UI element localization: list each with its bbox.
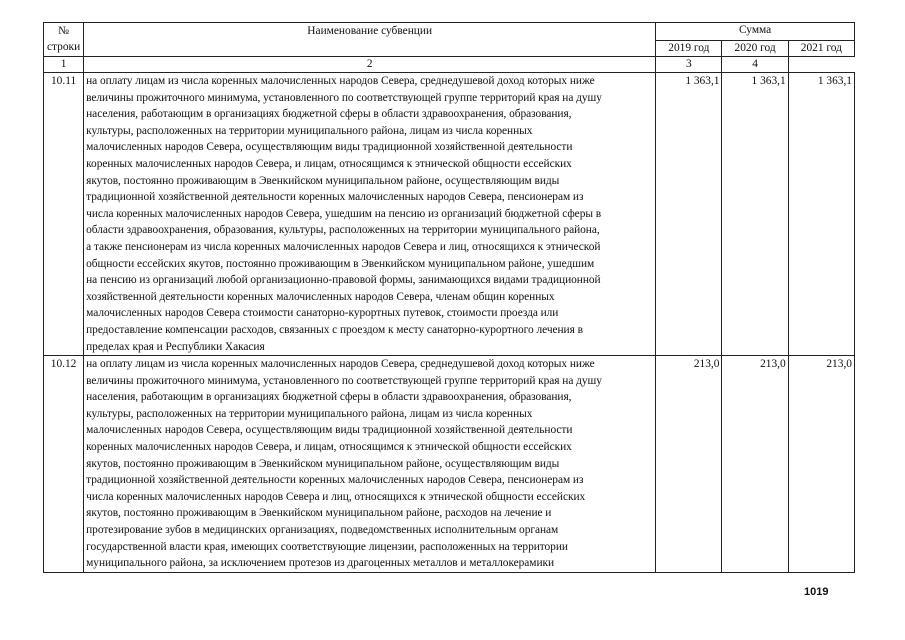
description-line: традиционной хозяйственной деятельности коренных малочисленных народов Севера, пенсионерам из [86, 191, 584, 204]
description-line: на оплату лицам из числа коренных малочисленных народов Севера, среднедушевой доход которых ниже [86, 358, 595, 371]
subvention-description [84, 73, 656, 356]
description-line: величины прожиточного минимума, установленного по соответствующей группе территорий края на душу [86, 374, 602, 387]
column-index-1: 1 [44, 57, 84, 73]
description-line: муниципального района, за исключением протезов из драгоценных металлов и металлокерамики [86, 557, 555, 570]
description-line: а также пенсионерам из числа коренных малочисленных народов Севера и лиц, относящихся к этнической [86, 240, 601, 253]
table-row-10-12 [44, 356, 855, 573]
description-line: пределах края и Республики Хакасия [86, 340, 265, 353]
amount-2021: 213,0 [788, 356, 854, 573]
description-line: общности ессейских якутов, постоянно проживающим в Эвенкийском муниципальном районе, ушедшим [86, 257, 595, 270]
description-line: числа коренных малочисленных народов Севера, ушедшим на пенсию из организаций бюджетной сферы в [86, 207, 602, 220]
amount-2019: 213,0 [656, 356, 722, 573]
amount-2019: 1 363,1 [656, 73, 722, 356]
row-number-header-line1: № [58, 25, 69, 37]
description-line: числа коренных малочисленных народов Севера и лиц, относящихся к этнической общности ессейских [86, 490, 586, 503]
row-number-header-line2: строки [46, 41, 81, 53]
description-line: на пенсию из организаций любой организационно-правовой формы, занимающихся видами традиционной [86, 274, 601, 287]
row-number: 10.12 [44, 356, 84, 573]
description-line: хозяйственной деятельности коренных малочисленных народов Севера, членам общин коренных [86, 290, 555, 303]
description-line: малочисленных народов Севера, осуществляющим виды традиционной хозяйственной деятельности [86, 141, 573, 154]
amount-2020: 213,0 [722, 356, 788, 573]
year-header-2020: 2020 год [722, 41, 788, 57]
column-index-2: 2 [84, 57, 656, 73]
page-number: 1019 [804, 586, 829, 598]
row-number-header [44, 23, 84, 57]
description-line: предоставление компенсации расходов, связанных с проездом к месту санаторно-курортного лечения в [86, 323, 583, 336]
subvention-name-header: Наименование субвенции [84, 23, 656, 57]
year-header-2019: 2019 год [656, 41, 722, 57]
description-line: якутов, постоянно проживающим в Эвенкийском муниципальном районе, осуществляющим виды [86, 457, 560, 470]
description-line: на оплату лицам из числа коренных малочисленных народов Севера, среднедушевой доход которых ниже [86, 75, 595, 87]
column-index-4: 4 [722, 57, 788, 73]
description-line: области здравоохранения, образования, культуры, расположенных на территории муниципального района, [86, 224, 600, 237]
sum-header: Сумма [656, 23, 855, 41]
column-index-3: 3 [656, 57, 722, 73]
description-line: протезирование зубов в медицинских организациях, подведомственных исполнительным органам [86, 524, 559, 537]
description-line: коренных малочисленных народов Севера, и лицам, относящимся к этнической общности ессейских [86, 157, 572, 170]
description-line: культуры, расположенных на территории муниципального района, лицам из числа коренных [86, 407, 533, 420]
row-number: 10.11 [44, 73, 84, 356]
table-row-10-11 [44, 73, 855, 356]
subvention-description [84, 356, 656, 573]
description-line: традиционной хозяйственной деятельности коренных малочисленных народов Севера, пенсионерам из [86, 474, 584, 487]
description-line: величины прожиточного минимума, установленного по соответствующей группе территорий края на душу [86, 91, 602, 104]
description-line: коренных малочисленных народов Севера, и лицам, относящимся к этнической общности ессейских [86, 441, 572, 454]
description-line: населения, работающим в организациях бюджетной сферы в области здравоохранения, образования, [86, 391, 572, 404]
description-line: государственной власти края, имеющих соответствующие лицензии, расположенных на территории [86, 540, 568, 553]
amount-2020: 1 363,1 [722, 73, 788, 356]
description-line: якутов, постоянно проживающим в Эвенкийском муниципальном районе, осуществляющим виды [86, 174, 560, 187]
year-header-2021: 2021 год [788, 41, 854, 57]
description-line: малочисленных народов Севера, осуществляющим виды традиционной хозяйственной деятельности [86, 424, 573, 437]
description-line: малочисленных народов Севера стоимости санаторно-курортных путевок, стоимости проезда или [86, 307, 559, 320]
amount-2021: 1 363,1 [788, 73, 854, 356]
description-line: якутов, постоянно проживающим в Эвенкийском муниципальном районе, расходов на лечение и [86, 507, 552, 520]
subvention-table [43, 22, 855, 573]
description-line: населения, работающим в организациях бюджетной сферы в области здравоохранения, образования, [86, 108, 572, 121]
description-line: культуры, расположенных на территории муниципального района, лицам из числа коренных [86, 124, 533, 137]
